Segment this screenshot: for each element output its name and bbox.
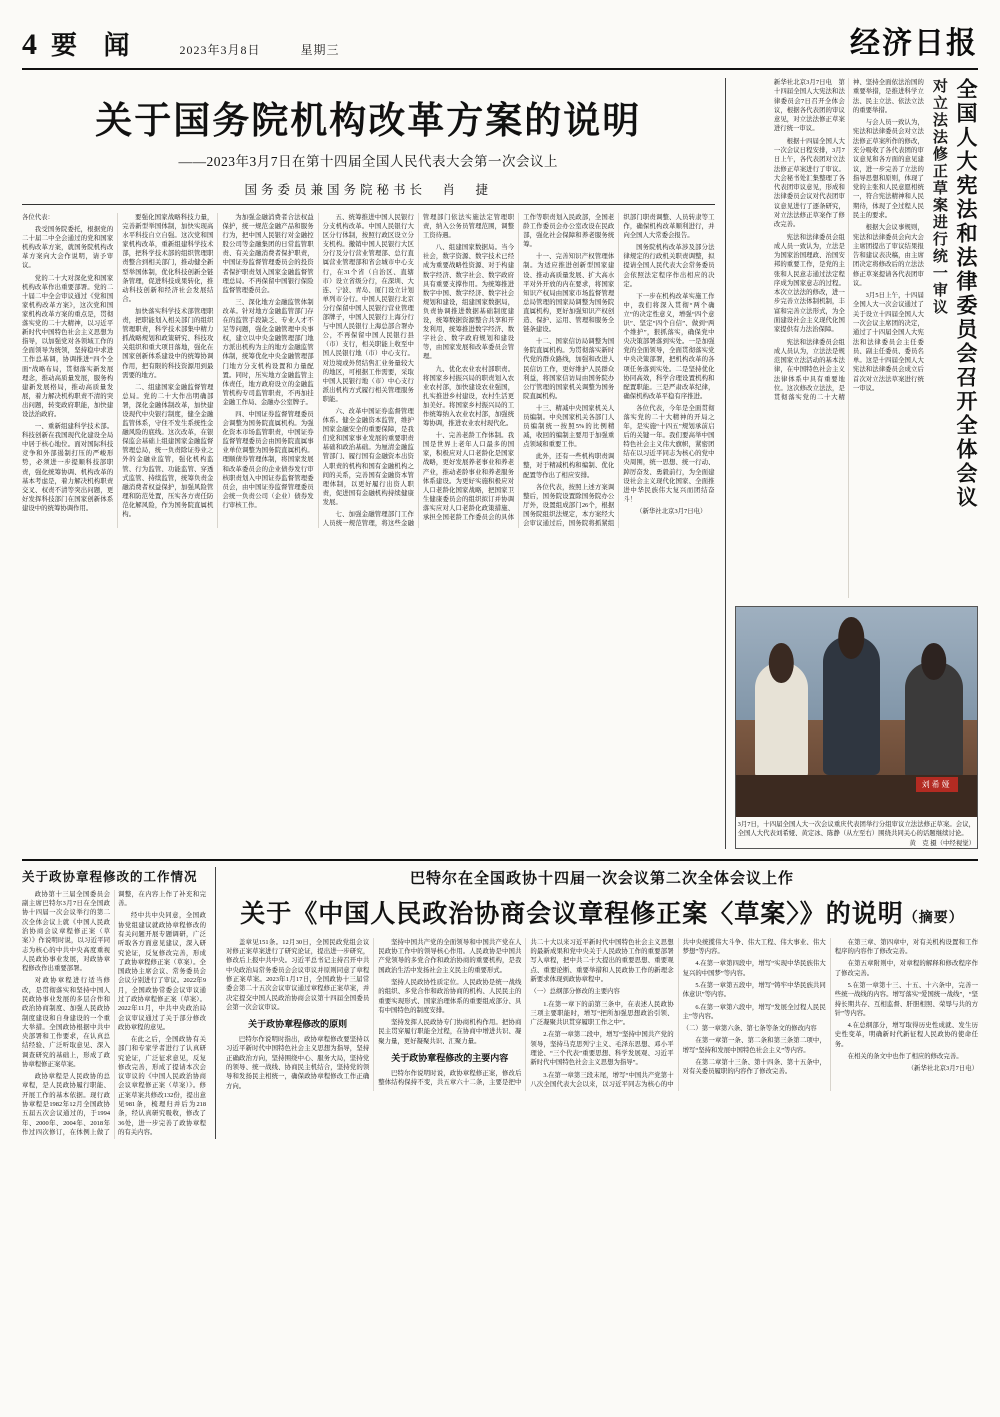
subsection-heading: 关于政协章程修改的原则	[248, 1019, 348, 1030]
paragraph: 3.在第一章第三段末尾，增写“中国共产党第十八次全国代表大会以来，以习近平同志为核心的中共中央统揽伟大斗争、伟大工程、伟大事业、伟大梦想”等内容。	[530, 938, 826, 1088]
secondary-article	[725, 78, 978, 849]
photo-nameplate: 刘希娅	[916, 777, 958, 792]
top-area	[22, 78, 978, 849]
paragraph: 二、组建国家金融监督管理总局。党的二十大作出明确部署，深化金融体制改革，加快建设现代中央银行制度，健全金融监管体系，守住不发生系统性金融风险的底线。这次改革，在银保监会基础上组建国家金融监督管理总局，统一负责除证券业之外的金融业监管，强化机构监管、行为监管、功能监管、穿透式监管、持续监管，统筹负责金融消费者权益保护，加强风险管理和防范处置，压实各方责任防范化解风险，作为国务院直属机构。	[122, 383, 214, 518]
paragraph: 与会人员一致认为，宪法和法律委员会对立法法修正草案所作的修改，充分吸收了各代表团的审议意见和各方面的意见建议，进一步完善了立法的指导思想和原则，体现了党的主张和人民意愿相统一，符合宪法精神和人民期待，体现了全过程人民民主的要求。	[852, 119, 924, 219]
paragraph: 在此之后，全国政协有关部门和专家学者进行了认真研究论证，广泛征求意见，反复修改完善，形成了提请本次会议审议的《中国人民政治协商会议章程修正案（草案）》。修正案草案共修改132份，提出意见981条，梳理归并后为218条，经认真研究吸收，修改了36处，进一步完善了政协章程的有关内容。	[118, 1036, 207, 1136]
paragraph: 国务院机构改革涉及部分法律规定的行政机关职责调整，拟提请全国人民代表大会常务委员会依照法定程序作出相应的决定。	[623, 244, 715, 288]
paragraph: 4.在第一章第四段中，增写“实现中华民族伟大复兴的中国梦”等内容。	[682, 960, 826, 977]
paragraph: 坚持人民政协性质定位。人民政协是统一战线的组织、多党合作和政治协商的机构、人民民主的重要实现形式、国家治理体系的重要组成部分、具有中国特色的制度安排。	[378, 978, 522, 1014]
issue-weekday: 星期三	[300, 43, 340, 57]
paragraph: 1.在第一章下的前第三条中，在表述人民政协三项主要职能时，增写“把所加强思想政治引领、广泛凝聚共识贯穿履职工作之中”。	[530, 1000, 674, 1027]
paragraph: 在第一章第一条、第二条和第三条第二项中，增写“坚持和发展中国特色社会主义”等内容。	[682, 1037, 826, 1054]
news-photo	[736, 607, 977, 817]
bottom-left-body	[22, 890, 206, 1139]
photo-person-center	[823, 636, 881, 775]
paragraph: （新华社北京3月7日电）	[636, 507, 707, 515]
bottom-right-article	[226, 867, 978, 1139]
paragraph: 巴特尔作说明时指出，政协章程修改要坚持以习近平新时代中国特色社会主义思想为指导，坚持正确政治方向，坚持围绕中心、服务大局，坚持党的领导、统一战线、协商民主机结合，坚持党的领导和发扬民主相统一，确保政协章程修改工作正确方向。	[226, 1036, 370, 1090]
paragraph: （一）总纲部分修改的主要内容	[530, 988, 620, 996]
paragraph: 在第五章附则中，对章程的解释和修改程序作了修改完善。	[834, 960, 978, 977]
paragraph: 根据十四届全国人大一次会议日程安排，3月7日上午，各代表团对立法法修正草案进行了审议。大会秘书处汇集整理了各代表团审议意见，形成和法律委员会议对代表团审议意见进行了逐条研究，对立法法修正草案作了修改完善。	[773, 137, 845, 229]
main-subheadline: ——2023年3月7日在第十四届全国人民代表大会第一次会议上	[178, 154, 559, 169]
paragraph: 十、完善老龄工作体制。我国是世界上老年人口最多的国家，积极应对人口老龄化是国家战略，更好发展养老事业和养老产业，推动老龄事业和养老服务体系建设。为更好实施积极应对人口老龄化国家战略，把国家卫生健康委员会的组织拟订并协调落实应对人口老龄化政策措施、承担全国老龄工作委员会的具体工作等职责划入民政部，全国老龄工作委员会办公室改设在民政部，强化社会保障和养老服务统筹。	[422, 214, 615, 521]
paragraph: 党的二十大对深化党和国家机构改革作出重要部署。党的二十届二中全会审议通过《党和国家机构改革方案》，这次党和国家机构改革方案的重点是，贯彻落实党的二十大精神，以习近平新时代中国特色社会主义思想为指导，以加强党对各领域工作的全面领导为统领，坚持稳中求进工作总基调，协调推进“四个全面”战略布局，贯彻落实新发展理念，推动高质量发展，服务构建新发展格局，推动高质量发展，着力解决机构职责不清的突出问题，转变政府职能，加快建设法治政府。	[22, 274, 114, 418]
secondary-body	[774, 78, 924, 598]
paragraph: 各位代表，按照上述方案调整后，国务院设置除国务院办公厅外，设置组成部门26个，根据国务院组织法规定，本方案经大会审议通过后，国务院将抓紧组织部门职责调整、人员转隶等工作，确保机构改革顺利进行，并向全国人大常委会报告。	[523, 214, 715, 527]
paragraph: 6.在第一章第六段中，增写“发展全过程人民民主”等内容。	[682, 1003, 826, 1020]
main-byline: 国务委员兼国务院秘书长 肖 捷	[244, 183, 493, 197]
paragraph: 七、加强金融管理部门工作人员统一规范管理，将这些金融管理部门依法实施法定管理职责，纳入公务员管理范围，调整工资待遇。	[322, 214, 515, 528]
paragraph: 各位代表：	[22, 214, 54, 221]
main-body	[22, 213, 715, 528]
photo-credit: 黄 克 摄（中经视觉）	[909, 839, 975, 847]
paragraph: 4.在总纲部分，增写取得历史性成就、发生历史性变革，明确新时代新征程人民政协的使命任务。	[834, 1022, 978, 1048]
subsection-heading: 关于政协章程修改的主要内容	[391, 1052, 509, 1063]
paragraph: 三、深化地方金融监管体制改革。针对地方金融监管部门存在的监管手段缺乏、专业人才不足等问题，强化金融管理中央事权，建立以中央金融管理部门地方派出机构为主的地方金融监管体制，统筹优化中央金融管理部门地方分支机构设置和力量配置。同时，压实地方金融监管主体责任，地方政府设立的金融监管机构专司监管职责，不再加挂金融工作局、金融办公室牌子。	[222, 298, 314, 406]
paragraph: 在第二章第十三条、第十四条、第十五条中，对有关委员履职的内容作了修改完善。	[682, 1058, 826, 1076]
main-article	[22, 78, 715, 849]
paragraph: 2.在第一章第二段中，增写“坚持中国共产党的领导，坚持马克思列宁主义、毛泽东思想、邓小平理论、“三个代表”重要思想、科学发展观、习近平新时代中国特色社会主义思想为指导”。	[530, 1031, 674, 1067]
paragraph: （二）第一章第六条、第七条等条文的修改内容	[682, 1025, 817, 1033]
paragraph: 宪法和法律委员会组成人员认为，立法法是规范国家立法活动的基本法律，在中国特色社会主义法律体系中具有重要地位。这次修改立法法，是贯彻落实党的二十大精神、坚持全面依法治国的重要举措，是推进科学立法、民主立法、依法立法的重要举措。	[773, 79, 924, 402]
paragraph: 巴特尔作说明时说，政协章程修正案，修改后整体结构保持不变，共五章六十二条，主要是把中共二十大以来习近平新时代中国特色社会主义思想的最新成果和党中央关于人民政协工作的重要部署写入章程，把中共二十大提出的重要思想、重要观点、重要论断、重要举措和人民政协工作的新理念新要求体现到政协章程中。	[378, 938, 674, 1087]
paragraph: 为加强金融消费者合法权益保护，统一规范金融产品和服务行为，把中国人民银行对金融控股公司等金融集团的日常监管职责、有关金融消费者保护职责，中国证券监督管理委员会的投资者保护职责划入国家金融监督管理总局。不再保留中国银行保险监督管理委员会。	[222, 214, 314, 294]
paragraph: 3月5日上午，十四届全国人大一次会议通过了关于设立十四届全国人大一次会议主席团的决定，通过了十四届全国人大宪法和法律委员会主任委员、副主任委员、委员名单。这是十四届全国人大宪法和法律委员会成立后首次对立法法草案进行统一审议。	[852, 292, 924, 392]
issue-date: 2023年3月8日	[179, 43, 261, 57]
headline-divider	[22, 204, 715, 205]
paragraph: 六、改革中国证券监督管理体系。健全金融资本监管，维护国家金融安全的重要保障，是我们党和国家事业发展的重要职责基础和政治基础。为厘清金融监管部门、履行国有金融资本出资人职责的机构和国有金融机构之间的关系，完善国有金融资本管理体制，以更好履行出资人职责，促进国有金融机构持续健康发展。	[322, 407, 414, 506]
masthead	[22, 18, 978, 70]
paragraph: 十二、国家信访局调整为国务院直属机构。为贯彻落实新时代党的群众路线，加强和改进人民信访工作，更好维护人民群众利益，将国家信访局由国务院办公厅管理的国家机关调整为国务院直属机构。	[523, 338, 615, 400]
paragraph: 5.在第一章第十三、十五、十六条中，完善一些统一战线的内容。增写落实“爱国统一战线”，“坚持长期共存、互相监督、肝胆相照、荣辱与共的方针”等内容。	[834, 981, 978, 1017]
section-divider	[22, 859, 978, 861]
paragraph: 政协章程是人民政协的总章程，是人民政协履行职能、开展工作的基本依据。现行政协章程是1982年12月全国政协五届五次会议通过的，于1994年、2000年、2004年、2018年作过四次修订，在体例上做了调整，在内容上作了补充和完善。	[22, 890, 207, 1136]
bottom-right-headline-suffix: （摘要）	[903, 910, 964, 926]
paper-nameplate: 经济日报	[850, 27, 978, 60]
bottom-right-headline	[226, 894, 978, 930]
photo-caption	[736, 817, 977, 848]
paragraph: 政协第十三届全国委员会副主席巴特尔3月7日在全国政协十四届一次会议举行的第二次全体会议上就《中国人民政治协商会议章程修正案（草案）》作说明时说，以习近平同志为核心的中共中央高度重视人民政协事业发展，对政协章程修改作出重要部署。	[22, 890, 111, 973]
main-headline: 关于国务院机构改革方案的说明	[95, 101, 642, 142]
paragraph: 下一步在机构改革实施工作中，我们将深入贯彻“两个确立”的决定性意义，增强“四个意识”、坚定“四个自信”、做到“两个维护”，狠抓落实，确保党中央决策部署落到实处。一是加强党的全面领导，全面贯彻落实党中央决策部署，把机构改革的各项任务落到实处。二是坚持优化协同高效，科学合理设置机构和配置职能。三是严肃改革纪律，确保机构改革平稳有序推进。	[623, 292, 715, 400]
paragraph: 十三、精减中央国家机关人员编制。中央国家机关各部门人员编制统一按照5%的比例精减，收回的编制主要用于加强重点领域和重要工作。	[523, 404, 615, 449]
paragraph: 新华社北京3月7日电 第十四届全国人大宪法和法律委员会7日召开全体会议，根据各代表团的审议意见，对立法法修正草案进行统一审议。	[773, 79, 845, 133]
paragraph: 坚持发挥人民政协专门协商机构作用。把协商民主贯穿履行职能全过程，在协商中增进共识、凝聚力量，更好凝聚共识、汇聚力量。	[378, 1019, 522, 1045]
section-title: 要 闻	[51, 31, 140, 60]
paragraph: 十一、完善知识产权管理体制。为适应推进创新型国家建设、推动高质量发展、扩大高水平对外开放的内在要求，将国家知识产权局由国家市场监督管理总局管理的国家局调整为国务院直属机构，更好加强知识产权创造、保护、运用、管理和服务全链条建设。	[523, 253, 615, 334]
paragraph: 坚持中国共产党的全面领导和中国共产党在人民政协工作中的领导核心作用。人民政协是中国共产党领导的多党合作和政治协商的重要机构，是我国政治生活中发扬社会主义民主的重要形式。	[378, 938, 522, 974]
paragraph: 九、优化农业农村部职责。将国家乡村振兴局的职责划入农业农村部，加快建设农业强国，扎实推进乡村建设，农村生活更加美好。将国家乡村振兴局的工作统筹纳入农业农村部，加强统筹协调，推进农业农村现代化。	[422, 365, 515, 428]
bottom-left-article	[22, 867, 216, 1139]
paragraph: 经中共中央同意，全国政协党组建议就政协章程修改的有关问题开展专题调研，广泛听取各方面意见建议，深入研究论证，反复修改完善，形成了政协章程修正案（草案）。全国政协主席会议、常务委员会会议分别进行了审议。2022年9月，全国政协常委会议审议通过了政协章程修正案（草案）。2022年11月，中共中央政治局会议审议通过了关于部分修改政协章程的意见。	[118, 912, 207, 1031]
paragraph: 加快落实科学技术部管理职责，把职能划入相关部门的组织管理职责，科学技术部集中精力抓战略规划和政策研究、科技攻关组织和重大项目落地，强化在国家创新体系建设中的统筹协调作用，把有限的科技资源用到最需要的地方。	[122, 307, 214, 379]
paragraph: 在第三章、第四章中，对有关机构设置和工作程序的内容作了修改完善。	[834, 938, 978, 956]
paragraph: 一、重新组建科学技术部。科技创新在我国现代化建设全局中居于核心地位。面对国际科技竞争和外部遏制打压的严峻形势，必须进一步提顺科技部职责，强化统筹协调、机构改革的基本考虑是，着力解决机构职责交叉、权责不清等突出问题，更好发挥科技部门在国家创新体系建设中的统筹协调作用。	[22, 423, 114, 512]
photo-caption-text: 3月7日，十四届全国人大一次会议重庆代表团举行分组审议立法法修正草案。会议，全国人大代表刘希娅、黄定冰、陈静（从左至右）围绕共同关心的话题继续讨论。	[737, 821, 975, 838]
paragraph: 我受国务院委托，根据党的二十届二中全会通过的党和国家机构改革方案，就国务院机构改革方案向大会作说明，请予审议。	[22, 226, 114, 270]
paragraph: 要强化国家战略科技力量，完善新型举国体制，加快实现高水平科技自立自强。这次党和国家机构改革，重新组建科学技术部，把科学技术部的组织管理职责整合到相关部门，推动健全新型举国体制，优化科技创新全链条管理，促进科技成果转化，推动科技创新和经济社会发展结合。	[122, 214, 214, 303]
vertical-headline-wrap	[735, 78, 978, 598]
secondary-subheadline: 对立法法修正草案进行统一审议	[930, 78, 947, 316]
dateline: （新华社北京3月7日电）	[907, 1065, 978, 1073]
bottom-left-headline: 关于政协章程修改的工作情况	[22, 869, 198, 884]
secondary-headline: 全国人大宪法和法律委员会召开全体会议	[954, 78, 978, 510]
paragraph: 5.在第一章第五段中，增写“铸牢中华民族共同体意识”等内容。	[682, 981, 826, 999]
paragraph: 各位代表，今年是全面贯彻落实党的二十大精神的开局之年，是实施“十四五”规划承前启后的关键一年。我们要高举中国特色社会主义伟大旗帜，紧密团结在以习近平同志为核心的党中央周围，统一思想、统一行动、踔厉奋发、勇毅前行，为全面建设社会主义现代化国家、全面推进中华民族伟大复兴而团结奋斗！	[623, 404, 715, 503]
paragraph: 此外，还有一些机构职责调整，对于精减机构和编制、优化配置等作出了相应安排。	[523, 453, 615, 479]
paragraph: 对政协章程进行适当修改，是贯彻落实和坚持中国人民政协事业发展的多层合作和政治协商制度、加强人民政协制度建设和自身建设的一个重大举措。全国政协根据中共中央部署和工作要求，在认真总结经验、广泛听取意见、深入调查研究的基础上，形成了政协章程修正案草案。	[22, 977, 111, 1068]
paragraph: 四、中国证券监督管理委员会调整为国务院直属机构。为强化资本市场监管职责，中国证券监督管理委员会由国务院直属事业单位调整为国务院直属机构。理顺债券管理体制，将国家发展和改革委员会的企业债券发行审核职责划入中国证券监督管理委员会，由中国证券监督管理委员会统一负责公司（企业）债券发行审核工作。	[222, 410, 314, 509]
paragraph: 在相关的条文中也作了相应的修改完善。	[847, 1052, 963, 1060]
bottom-right-headline-main: 关于《中国人民政治协商会议章程修正案〈草案〉》的说明	[240, 900, 904, 928]
paragraph: 根据大会议事规则，宪法和法律委员会向大会主席团提出了审议结果报告和建议表决稿，由主席团决定将修改后的立法法修正草案提请各代表团审议。	[852, 224, 924, 287]
paragraph: 八、组建国家数据局。当今社会，数字资源、数字技术已经成为重要战略性资源、对于构建数字经济、数字社会、数字政府具有重要支撑作用。为统筹推进数字中国、数字经济、数字社会规划和建设，组建国家数据局，负责协调推进数据基础制度建设，统筹数据资源整合共享和开发利用，统筹推进数字经济、数字社会、数字政府规划和建设等，由国家发展和改革委员会管理。	[422, 244, 515, 361]
bottom-right-kicker: 巴特尔在全国政协十四届一次会议第二次全体会议上作	[410, 870, 795, 887]
paragraph: 五、统筹推进中国人民银行分支机构改革。中国人民银行大区分行体制，按照行政区设立分支机构。撤销中国人民银行大区分行及分行营业管理部、总行直属营业管理部和省会城市中心支行，在31个省（自治区、直辖市）设立省级分行，在深圳、大连、宁波、青岛、厦门设立计划单列市分行。中国人民银行北京分行保留中国人民银行营业管理部牌子，中国人民银行上海分行与中国人民银行上海总部合署办公，不再保留中国人民银行县（市）支行，相关职能上收至中国人民银行地（市）中心支行。对边境或外贸结售汇业务量较大的地区，可根据工作需要，采取中国人民银行地（市）中心支行派出机构方式履行相关管理服务职能。	[322, 214, 414, 403]
photo-person-left	[755, 662, 808, 780]
paragraph: 宪法和法律委员会组成人员一致认为，立法是为国家治国理政、治国安邦的重要工作，是党的主张和人民意志通过法定程序成为国家意志的过程。本次立法法的修改，进一步完善立法体制机制，丰富和完善立法形式，为全面建设社会主义现代化国家提供有力法治保障。	[773, 233, 845, 334]
bottom-right-body	[226, 938, 978, 1091]
photo-person-right	[905, 662, 963, 780]
masthead-left	[22, 25, 340, 62]
page-number: 4	[22, 28, 37, 61]
paragraph: 盖章见151条。12月30日，全国民政党组会议对修正案草案进行了研究论证，提出进一步研究，修改后上报中共中央。习近平总书记主持召开中共中央政治局常务委员会会议审议并原则同意了章程修正案草案。2023年1月17日，全国政协十三届常委会第二十五次会议审议通过章程修正案草案，并决定提交中国人民政治协商会议第十四届全国委员会第一次会议审议。	[226, 938, 370, 1011]
photo-figure	[735, 606, 978, 849]
bottom-area	[22, 867, 978, 1139]
